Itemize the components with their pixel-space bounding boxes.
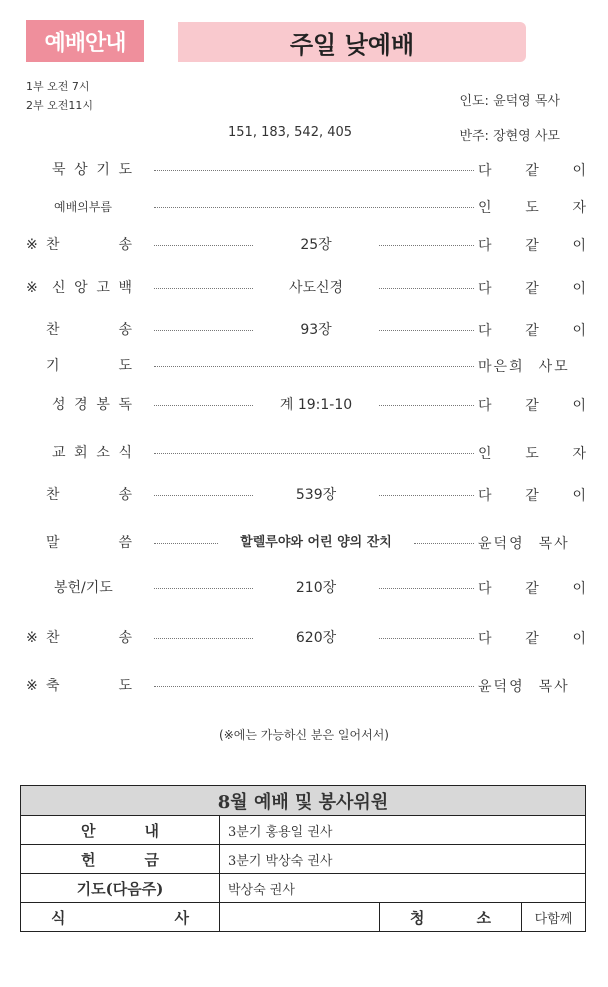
star-mark: ※: [26, 280, 38, 296]
order-responder: 윤 덕 영 목 사: [478, 679, 568, 695]
order-row: [26, 393, 586, 417]
order-label: 예배의부름: [54, 200, 112, 214]
order-responder: 인 도 자: [478, 200, 586, 216]
section-badge: 예배안내: [26, 20, 144, 62]
leader-dots: [414, 543, 474, 544]
star-mark: ※: [26, 237, 38, 253]
duty-table-title: 8월 예배 및 봉사위원: [21, 786, 586, 816]
order-item-detail: 210장: [295, 580, 337, 596]
order-row: [26, 531, 586, 555]
order-label: 찬 송: [46, 630, 132, 646]
leader-dots: [379, 288, 474, 289]
order-responder: 윤 덕 영 목 사: [478, 536, 568, 552]
order-row: [26, 674, 586, 698]
duty-value-offering: 3분기 박상숙 권사: [220, 845, 586, 874]
leader-dots: [379, 638, 474, 639]
leader-dots: [154, 638, 253, 639]
leader-dots: [379, 588, 474, 589]
order-row: [26, 483, 586, 507]
order-label: 찬 송: [46, 487, 132, 503]
duty-value-usher: 3분기 홍용일 권사: [220, 816, 586, 845]
order-row: [26, 195, 586, 219]
standing-note: (※에는 가능하신 분은 일어서서): [219, 728, 389, 742]
leader-dots: [154, 245, 253, 246]
hymn-numbers: 151, 183, 542, 405: [228, 125, 353, 140]
order-row: [26, 354, 586, 378]
order-label: 말 씀: [46, 535, 132, 551]
order-label: 성 경 봉 독: [52, 397, 132, 413]
order-row: [26, 576, 586, 600]
duty-value-meal: [220, 903, 380, 932]
order-item-detail: 539장: [295, 487, 337, 503]
order-row: [26, 158, 586, 182]
leader-dots: [154, 686, 474, 687]
order-row: [26, 318, 586, 342]
leader-dots: [154, 453, 474, 454]
leader-dots: [154, 330, 253, 331]
leader-dots: [154, 366, 474, 367]
order-responder: 다 같 이: [478, 398, 586, 414]
order-label: 묵 상 기 도: [52, 162, 132, 178]
order-responder: 마 은 희 사 모: [478, 359, 568, 375]
duty-table: [20, 785, 586, 932]
service-title: 주일 낮예배: [178, 22, 526, 62]
order-label: 봉헌/기도: [54, 580, 113, 596]
service-time-1: 1부 오전 7시: [26, 80, 90, 93]
order-label: 찬 송: [46, 322, 132, 338]
star-mark: ※: [26, 630, 38, 646]
service-time-2: 2부 오전11시: [26, 99, 93, 112]
order-item-detail: 25장: [300, 237, 332, 253]
duty-label-meal: 식 사: [21, 903, 220, 932]
order-responder: 인 도 자: [478, 446, 586, 462]
leader-dots: [154, 588, 253, 589]
leader-dots: [154, 495, 253, 496]
accompanist-info: 반주: 장현영 사모: [459, 129, 560, 144]
star-mark: ※: [26, 678, 38, 694]
leader-dots: [379, 405, 474, 406]
duty-label-offering: 헌 금: [21, 845, 220, 874]
order-item-detail: 계 19:1-10: [279, 397, 353, 413]
order-label: 신 앙 고 백: [52, 280, 132, 296]
order-label: 축 도: [46, 678, 132, 694]
duty-label-prayer: 기도(다음주): [21, 874, 220, 903]
order-responder: 다 같 이: [478, 323, 586, 339]
leader-dots: [379, 495, 474, 496]
leader-dots: [154, 170, 474, 171]
leader-dots: [379, 330, 474, 331]
order-item-detail: 620장: [295, 630, 337, 646]
leader-dots: [154, 288, 253, 289]
duty-row-meal-cleaning: [21, 903, 586, 932]
order-row: [26, 233, 586, 257]
order-label: 교 회 소 식: [52, 445, 132, 461]
leader-dots: [154, 207, 474, 208]
order-responder: 다 같 이: [478, 631, 586, 647]
order-responder: 다 같 이: [478, 163, 586, 179]
leader-dots: [154, 405, 253, 406]
leader-dots: [154, 543, 218, 544]
order-responder: 다 같 이: [478, 281, 586, 297]
order-row: [26, 626, 586, 650]
duty-value-prayer: 박상숙 권사: [220, 874, 586, 903]
leader-dots: [379, 245, 474, 246]
duty-label-cleaning: 청 소: [380, 903, 522, 932]
duty-row-prayer: [21, 874, 586, 903]
order-item-detail: 할렐루야와 어린 양의 잔치: [240, 535, 392, 550]
duty-label-usher: 안 내: [21, 816, 220, 845]
order-row: [26, 441, 586, 465]
duty-row-usher: [21, 816, 586, 845]
order-responder: 다 같 이: [478, 238, 586, 254]
order-item-detail: 93장: [300, 322, 332, 338]
order-item-detail: 사도신경: [288, 280, 344, 296]
leader-info: 인도: 윤덕영 목사: [459, 94, 560, 109]
duty-row-offering: [21, 845, 586, 874]
order-label: 기 도: [46, 358, 132, 374]
order-responder: 다 같 이: [478, 488, 586, 504]
order-label: 찬 송: [46, 237, 132, 253]
order-row: [26, 276, 586, 300]
order-responder: 다 같 이: [478, 581, 586, 597]
duty-value-cleaning: 다함께: [522, 903, 586, 932]
